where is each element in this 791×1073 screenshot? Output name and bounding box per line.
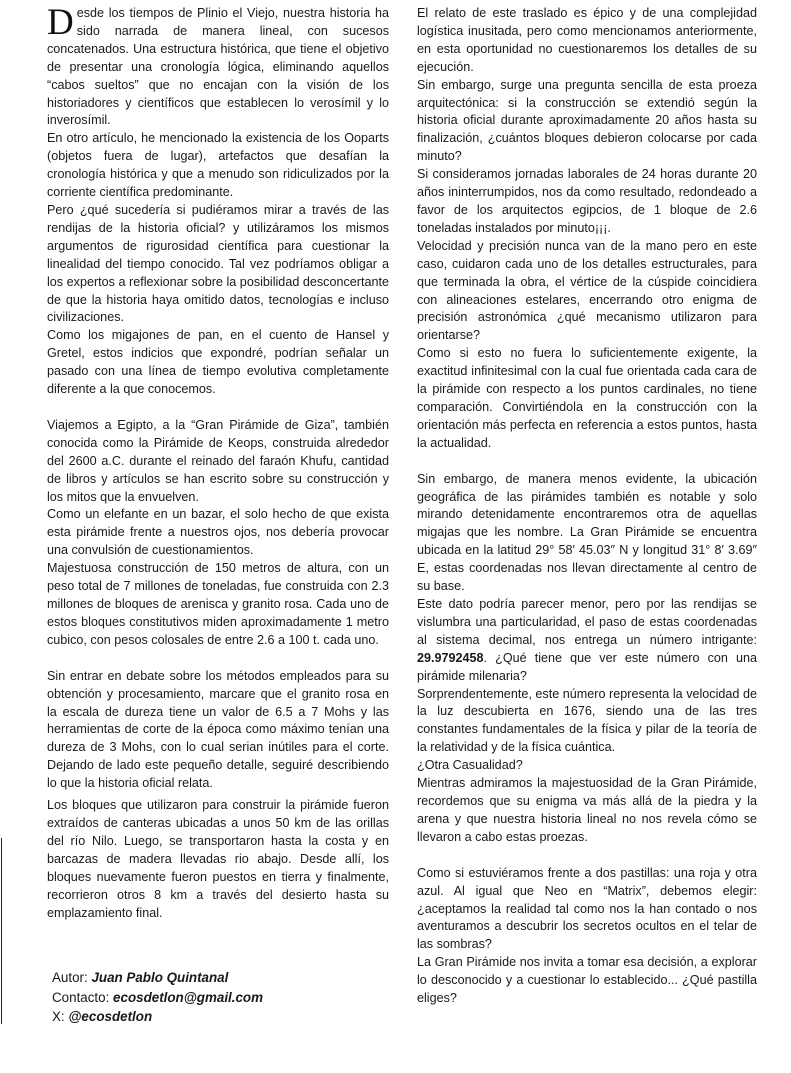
paragraph-text: . ¿Qué tiene que ver este número con una pirámide milenaria? — [417, 650, 757, 683]
paragraph: Como un elefante en un bazar, el solo hecho de que exista esta pirámide frente a nuestros ojos, nos debería provocar una convulsión de cuestionamientos. — [47, 507, 389, 558]
paragraph: En otro artículo, he mencionado la existencia de los Ooparts (objetos fuera de lugar), artefactos que desafían la cronología histórica y que a menudo son ridiculizados por la corriente científica predominante. — [47, 131, 389, 200]
paragraph: Viajemos a Egipto, a la “Gran Pirámide de Giza”, también conocida como la Pirámide de Keops, construida alrededor del 2600 a.C. durante el reinado del faraón Khufu, cantidad de libros y artículos se han escrito sobre su construcción y los mitos que la envuelven. — [47, 417, 389, 504]
paragraph: Si consideramos jornadas laborales de 24 horas durante 20 años ininterrumpidos, nos da como resultado, redondeado a favor de los arquitectos egipcios, de 1 bloque de 2.6 toneladas instalados por minuto¡¡¡. — [417, 167, 757, 235]
paragraph: Los bloques que utilizaron para construir la pirámide fueron extraídos de canteras ubicadas a unos 50 km de las orillas del río Nilo. Luego, se transportaron hasta la costa y en barcazas de madera llevadas rio abajo. Desde allí, los bloques nuevamente fueron puestos en tierra y finalmente, recorrieron otros 8 km a través del desierto hasta su emplazamiento final. — [47, 798, 389, 920]
right-column — [417, 5, 757, 1008]
x-line — [52, 1007, 392, 1027]
paragraph: Como si estuviéramos frente a dos pastillas: una roja y otra azul. Al igual que Neo en “Matrix”, debemos elegir: ¿aceptamos la realidad tal como nos la han contado o nos aventuramos a descubrir los secretos ocultos en el telar de las sombras? — [417, 865, 757, 952]
x-label: X: — [52, 1009, 69, 1024]
paragraph-text: Este dato podría parecer menor, pero por las rendijas se vislumbra una particularidad, el paso de estas coordenadas al sistema decimal, nos entrega un número intrigante: — [417, 597, 757, 647]
paragraph-text: esde los tiempos de Plinio el Viejo, nuestra historia ha sido narrada de manera lineal, con sucesos concatenados. Una estructura histórica, que tiene el objetivo de presentar una cronología lógica, eliminando aquellos “cabos sueltos” que no encajan con la visión de los historiadores y científicos que establecen lo verosímil y lo inverosímil. — [47, 6, 389, 128]
paragraph: Como los migajones de pan, en el cuento de Hansel y Gretel, estos indicios que expondré, podrían señalar un pasado con una línea de tiempo evolutiva completamente diferente a la que conocemos. — [47, 328, 389, 397]
paragraph: La Gran Pirámide nos invita a tomar esa decisión, a explorar lo desconocido y a cuestionar lo establecido... ¿Qué pastilla eliges? — [417, 955, 757, 1006]
contact-label: Contacto: — [52, 989, 114, 1005]
paragraph-spacer — [417, 847, 757, 865]
contact-email: ecosdetlon@gmail.com — [113, 989, 264, 1005]
paragraph-intro — [47, 2, 389, 130]
paragraph: Sorprendentemente, este número representa la velocidad de la luz descubierta en 1676, siendo una de las tres constantes fundamentales de la física y pilar de la teoría de la relatividad y de la física cuántica. — [417, 686, 757, 755]
paragraph: El relato de este traslado es épico y de una complejidad logística inusitada, pero como mencionamos anteriormente, en esta oportunidad no cuestionaremos los detalles de su ejecución. — [417, 6, 757, 74]
margin-rule — [1, 838, 2, 1024]
paragraph: Sin entrar en debate sobre los métodos empleados para su obtención y procesamiento, marcare que el granito rosa en la escala de dureza tiene un valor de 6.5 a 7 Mohs y las herramientas de corte de la época como máximo tenían una dureza de 3 Mohs, con lo cual serian inútiles para el corte. Dejando de lado este pequeño detalle, seguiré describiendo lo que la historia oficial relata. — [47, 668, 389, 791]
paragraph — [417, 596, 757, 686]
paragraph: ¿Otra Casualidad? — [417, 758, 523, 773]
paragraph: Como si esto no fuera lo suficientemente exigente, la exactitud infinitesimal con la cual fue orientada cada cara de la pirámide con respecto a los puntos cardinales, no tiene comparación. Convirtiéndola en la construcción con la orientación más perfecta en referencia a estos puntos, hasta la actualidad. — [417, 346, 757, 450]
paragraph: Sin embargo, de manera menos evidente, la ubicación geográfica de las pirámides también es notable y solo mirando detenidamente encontraremos otra de aquellas migajas que les nombre. La Gran Pirámide se encuentra ubicada en la latitud 29° 58′ 45.03″ N y longitud 31° 8′ 3.69″ E, estas coordenadas nos llevan directamente al centro de su base. — [417, 471, 757, 594]
paragraph: Majestuosa construcción de 150 metros de altura, con un peso total de 7 millones de toneladas, fue construida con 2.3 millones de bloques de arenisca y granito rosa. Cada uno de estos bloques constitutivos miden aproximadamente 1 metro cubico, con pesos colosales de entre 2.6 a 100 t. cada uno. — [47, 561, 389, 647]
author-label: Autor: — [52, 970, 92, 985]
x-handle: @ecosdetlon — [68, 1009, 153, 1024]
author-block — [52, 968, 392, 1027]
paragraph-spacer — [47, 399, 389, 417]
author-line — [52, 968, 392, 988]
paragraph: Pero ¿qué sucedería si pudiéramos mirar a través de las rendijas de la historia oficial? y utilizáramos los mismos argumentos de rigurosidad científica para cuestionar la linealidad del tiempo conocido. Tal vez podríamos obligar a los expertos a reflexionar sobre la posibilidad desconcertante de que la historia haya omitido datos, tecnologías e incluso civilizaciones. — [47, 202, 389, 325]
contact-line — [52, 988, 392, 1008]
paragraph: Velocidad y precisión nunca van de la mano pero en este caso, cuidaron cada uno de los detalles estructurales, para que terminada la obra, el vértice de la cúspide coincidiera con alineaciones estelares, encerrando otro enigma de precisión astronómica ¿qué mecanismo utilizaron para orientarse? — [417, 238, 757, 343]
paragraph: Sin embargo, surge una pregunta sencilla de esta proeza arquitectónica: si la construcción se extendió según la historia oficial durante aproximadamente 20 años hasta su finalización, ¿cuántos bloques debieron colocarse por cada minuto? — [417, 77, 757, 164]
author-name: Juan Pablo Quintanal — [91, 970, 229, 985]
decimal-number: 29.9792458 — [417, 650, 484, 665]
left-column — [47, 2, 389, 922]
paragraph-spacer — [47, 650, 389, 668]
paragraph: Mientras admiramos la majestuosidad de la Gran Pirámide, recordemos que su enigma va más allá de la piedra y la arena y que nuestra historia lineal no nos revela cómo se llevaron a cabo estas proezas. — [417, 776, 757, 844]
paragraph-spacer — [417, 453, 757, 471]
drop-cap: D — [47, 2, 74, 43]
